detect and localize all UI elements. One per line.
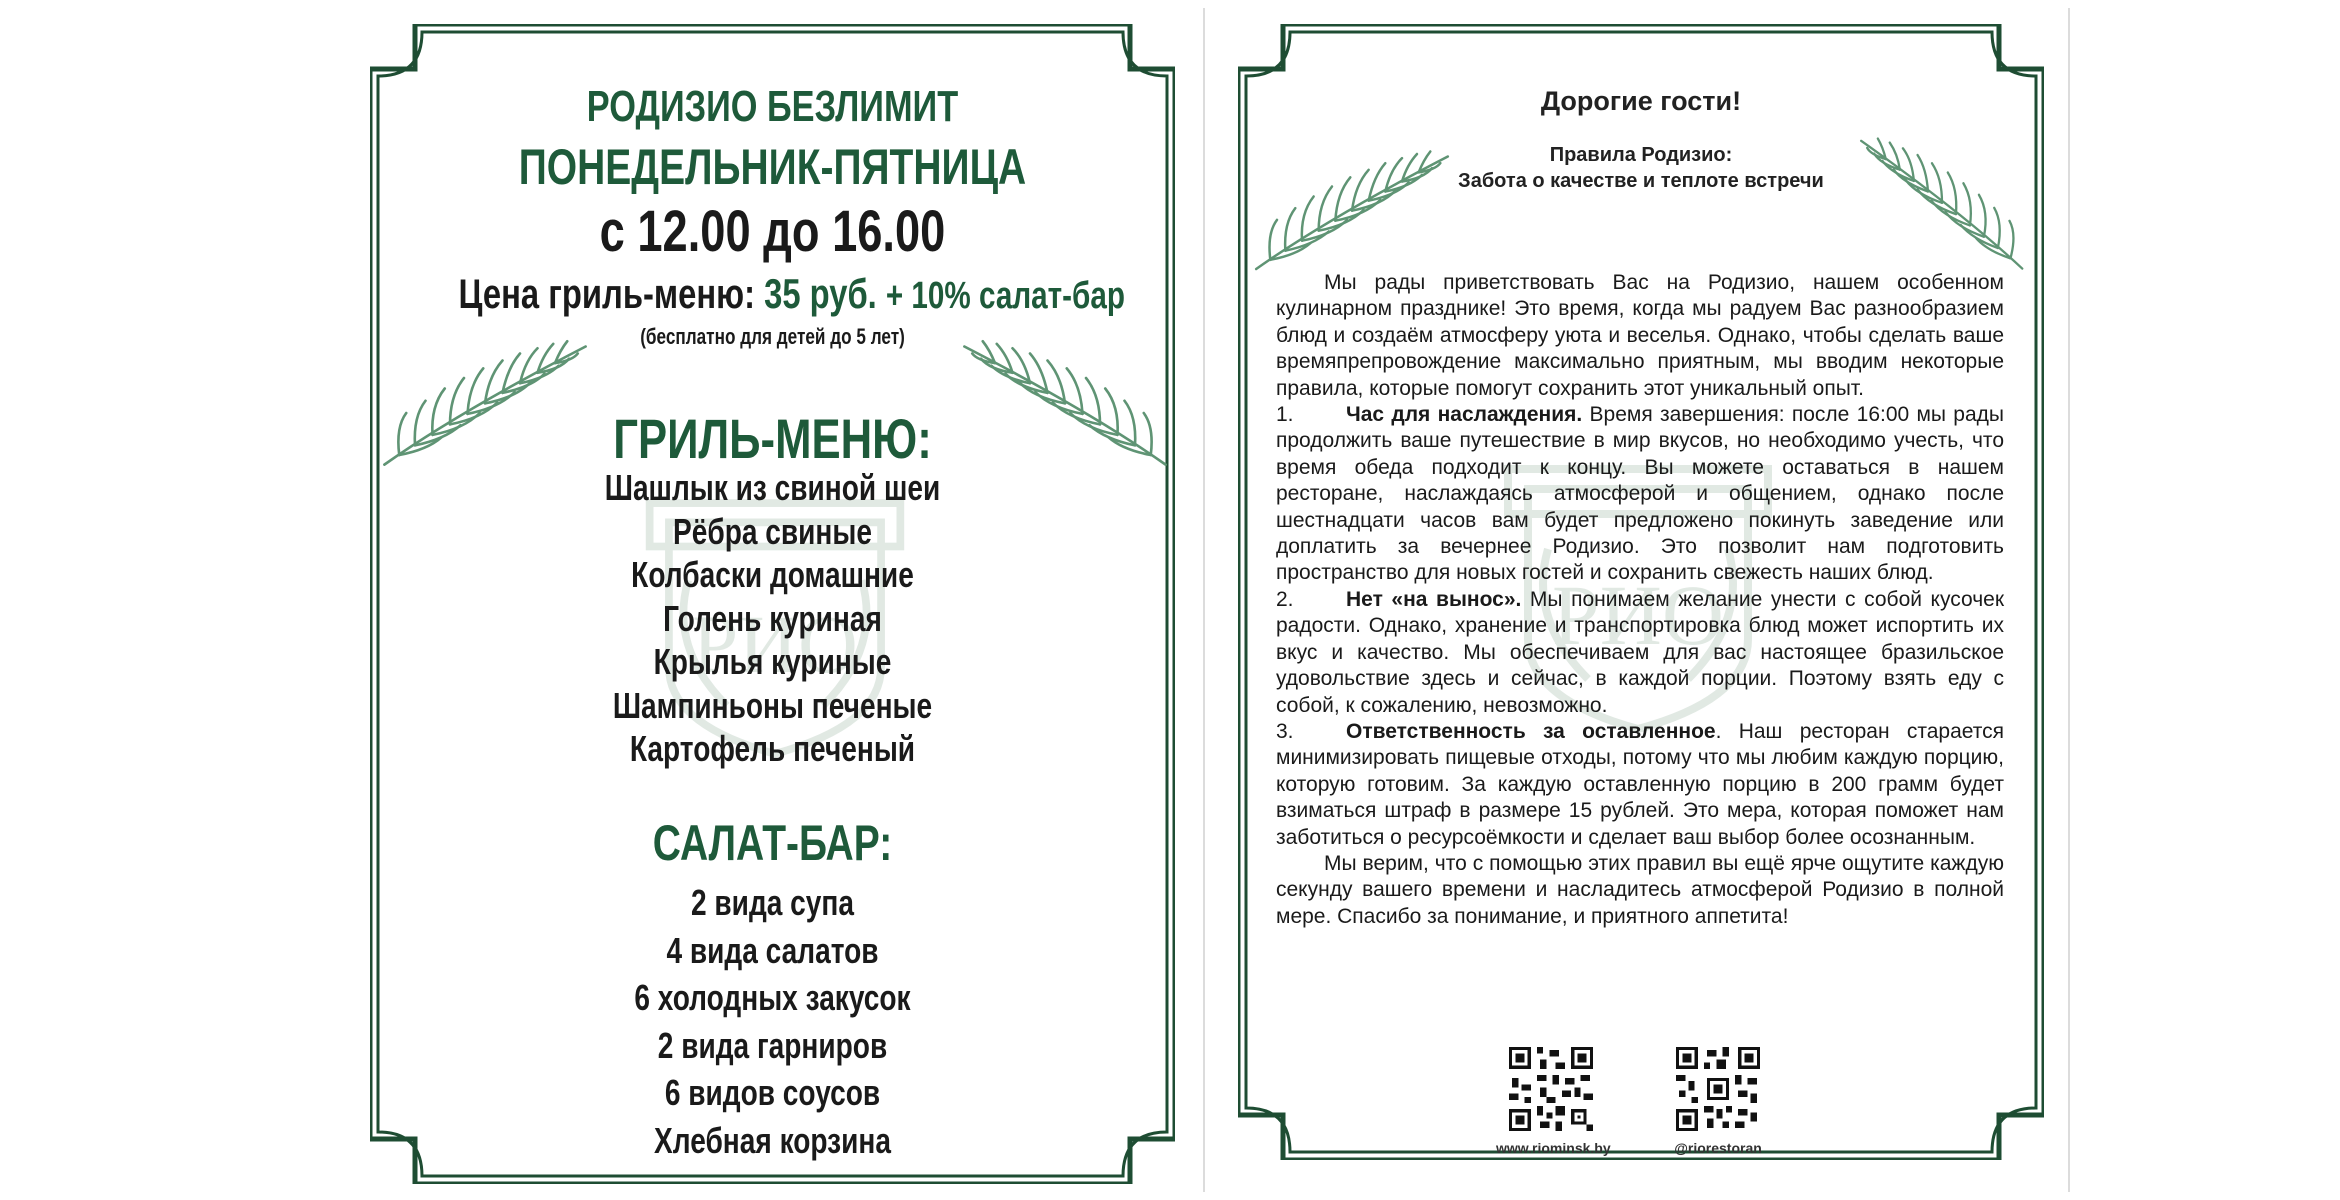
promo-hours: с 12.00 до 16.00 [599,199,946,264]
palm-leaf-icon [1840,112,2044,286]
price-value: 35 руб. [764,270,877,317]
menu-page [370,24,1175,1184]
list-item: 2 вида супа [691,882,854,923]
list-item: Крылья куриные [653,641,892,682]
promo-title: РОДИЗИО БЕЗЛИМИТ [586,82,959,131]
rule-item [1276,587,2004,719]
list-item: 6 холодных закусок [634,977,911,1018]
list-item: Рёбра свиные [673,510,872,552]
rule-number: 1. [1276,403,1294,427]
rules-subtitle-line1: Правила Родизио: [1549,144,1733,166]
rule-text: Время завершения: после 16:00 мы рады продолжить ваше путешествие в мир вкусов, но необходимо учесть, что время обеда подходит к концу. Вы можете оставаться в нашем ресторане, наслаждаясь атмосферой и общением, однако после шестнадцати часов вам будет предложено покинуть заведение или доплатить за вечернее Родизио. Это позволит нам подготовить пространство для новых гостей и сохранить свежесть наших блюд. [1276,403,2004,585]
promo-days: ПОНЕДЕЛЬНИК-ПЯТНИЦА [518,139,1027,195]
rules-subtitle [1238,142,2044,194]
price-note: + 10% салат-бар [885,275,1125,317]
rules-title: Дорогие гости! [1540,86,1742,116]
rules-intro: Мы рады приветствовать Вас на Родизио, нашем особенном кулинарном празднике! Это время, когда мы радуем Вас разнообразием блюд и создаём атмосферу уюта и веселья. Однако, чтобы сделать ваше времяпрепровождение максимально приятным, мы вводим некоторые правила, которые помогут сохранить этот уникальный опыт. [1276,271,2004,400]
page-divider-left [1203,8,1205,1192]
salad-bar-title: САЛАТ-БАР: [652,815,893,871]
rule-text: Мы понимаем желание унести с собой кусочек радости. Однако, хранение и транспортировка блюд может испортить их вкус и качество. Мы обеспечиваем для вас настоящее бразильское удовольствие здесь и сейчас, в каждой порции. Поэтому взять еду с собой, к сожалению, невозможно. [1276,587,2005,717]
list-item: Голень куриная [663,597,882,639]
page-divider-right [2068,8,2070,1192]
qr-code-icon [1673,1044,1763,1134]
price-label: Цена гриль-меню: [458,270,755,317]
list-item: Хлебная корзина [654,1119,891,1161]
list-item: Шампиньоны печеные [612,684,933,726]
grill-menu-title: ГРИЛЬ-МЕНЮ: [613,407,932,470]
rules-closing: Мы верим, что с помощью этих правил вы ещё ярче ощутите каждую секунду вашего времени и насладитесь атмосферой Родизио в полной мере. Спасибо за понимание, и приятного аппетита! [1276,851,2004,928]
qr-code-icon [1506,1044,1596,1134]
list-item: 4 вида салатов [666,929,879,971]
rule-text: . Наш ресторан старается минимизировать пищевые отходы, потому что мы любим каждую порцию, которую готовим. За каждую оставленную порцию в 200 грамм будет взиматься штраф в размере 15 рублей. Это мера, которая поможет нам заботиться о ресурсоёмкости и сделает ваш выбор более осознанным. [1276,719,2005,849]
list-item: Картофель печеный [629,728,916,769]
qr-website[interactable] [1496,1044,1611,1156]
rules-body [1276,270,2004,930]
list-item: Колбаски домашние [631,554,914,595]
rule-title: Ответственность за оставленное [1346,719,1716,743]
rule-title: Нет «на вынос». [1346,587,1522,611]
rules-page [1238,24,2044,1160]
qr-caption: @riorestoran [1674,1140,1762,1156]
rule-number: 2. [1276,587,1294,611]
rule-title: Час для наслаждения. [1346,403,1583,427]
rule-number: 3. [1276,719,1294,743]
rule-item [1276,402,2004,587]
salad-bar-list [370,879,1175,1164]
grill-menu-list [370,466,1175,771]
list-item: Шашлык из свиной шеи [604,467,941,508]
rule-item [1276,719,2004,851]
qr-caption: www.riominsk.by [1496,1140,1611,1156]
kids-note: (бесплатно для детей до 5 лет) [640,324,905,349]
rules-subtitle-line2: Забота о качестве и теплоте встречи [1458,170,1824,192]
qr-instagram[interactable] [1663,1044,1773,1156]
list-item: 6 видов соусов [664,1072,881,1113]
promo-price [370,270,1175,318]
list-item: 2 вида гарниров [657,1024,888,1066]
